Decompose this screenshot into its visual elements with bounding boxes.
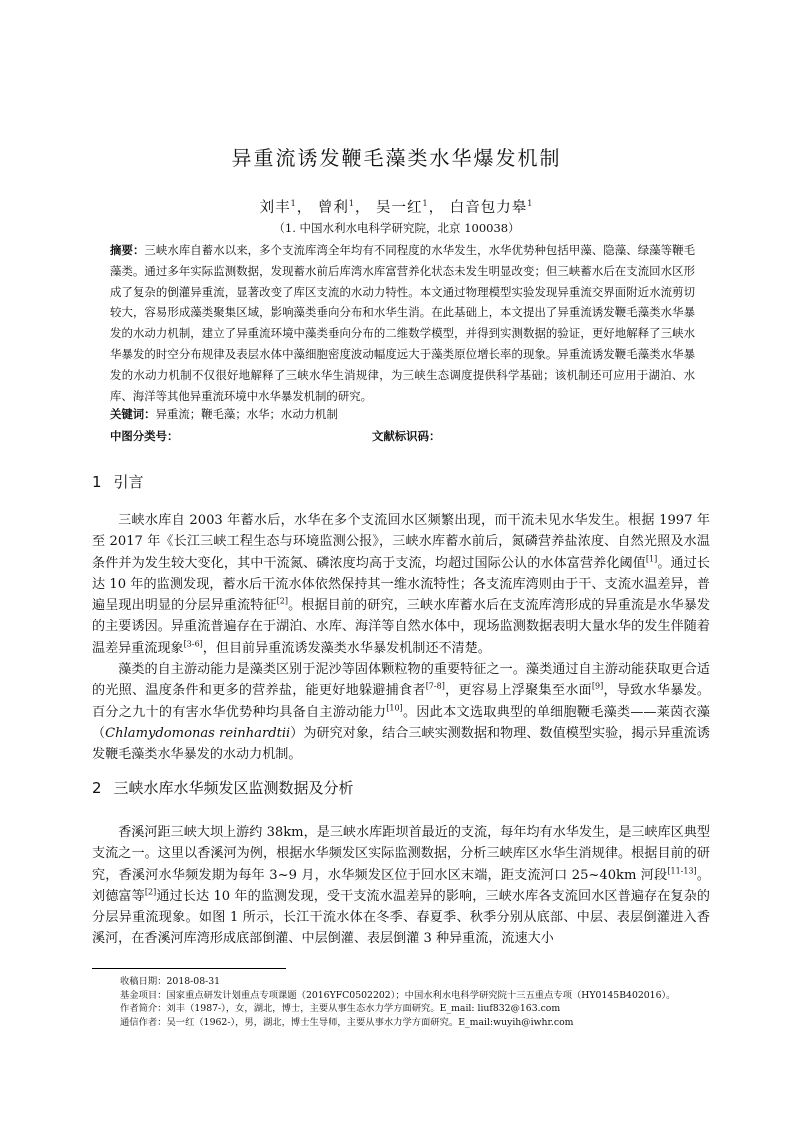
body-paragraph — [92, 659, 710, 765]
citation-ref: [10] — [386, 703, 403, 713]
footnote: 收稿日期：2018-08-31 — [120, 976, 221, 987]
author-separator: ， — [296, 200, 313, 216]
section-body — [92, 822, 710, 950]
body-text: 。通过长达 10 年的监测发现，蓄水后干流水体依然保持其一维水流特性；各支流库湾则由于干、支流水温差异，普遍呈现出明显的分层异重流特征 — [92, 555, 711, 614]
body-text: 藻类的自主游动能力是藻类区别于泥沙等固体颗粒物的重要特征之一。藻类通过自主游动能获取更合适的光照、温度条件和更多的营养盐，能更好地躲避捕食者 — [92, 662, 710, 699]
classification-row — [110, 428, 695, 444]
keywords-text: 异重流；鞭毛藻；水华；水动力机制 — [155, 407, 338, 421]
footnote-divider — [92, 968, 286, 969]
citation-ref: [3-6] — [183, 639, 203, 649]
footnotes — [120, 975, 720, 1029]
footnote: 通信作者：吴一红（1962-），男，湖北，博士生导师，主要从事水力学方面研究。E_mail:wuyih@iwhr.com — [120, 1016, 574, 1028]
author-name: 吴一红 — [376, 200, 423, 216]
section-title: 引言 — [113, 473, 144, 491]
citation-ref: [11-13] — [667, 866, 697, 876]
abstract — [110, 240, 695, 406]
section-heading — [92, 777, 354, 798]
body-text: ，导致水华暴发。百分之九十的有害水华优势种均具备自主游动能力 — [92, 683, 711, 720]
clc-label: 中图分类号： — [110, 429, 179, 443]
footnote: 基金项目：国家重点研发计划重点专项课题（2016YFC0502202）；中国水利水电科学研究院十三五重点专项（HY0145B402016）。 — [120, 989, 676, 1001]
keywords-label: 关键词： — [110, 407, 156, 421]
abstract-text: 三峡水库自蓄水以来，多个支流库湾全年均有不同程度的水华发生，水华优势种包括甲藻、隐藻、绿藻等鞭毛藻类。通过多年实际监测数据，发现蓄水前后库湾水库富营养化状态未发生明显改变；但三峡蓄水后在支流回水区形成了复杂的倒灌异重流，显著改变了库区支流的水动力特性。本文通过物理模型实验发现异重流交界面附近水流剪切较大，容易形成藻类聚集区域，影响藻类垂向分布和水华生消。在此基础上，本文提出了异重流诱发鞭毛藻类水华暴发的水动力机制，建立了异重流环境中藻类垂向分布的二维数学模型，并得到实测数据的验证，更好地解释了三峡水华暴发的时空分布规律及表层水体中藻细胞密度波动幅度远大于藻类原位增长率的现象。异重流诱发鞭毛藻类水华暴发的水动力机制不仅很好地解释了三峡水华生消规律，为三峡生态调度提供科学基础；该机制还可应用于湖泊、水库、海洋等其他异重流环境中水华暴发机制的研究。 — [110, 243, 695, 403]
author-separator: ， — [354, 200, 371, 216]
author-affiliation-mark: 1 — [290, 199, 297, 209]
author-affiliation-mark: 1 — [422, 199, 429, 209]
section-body — [92, 510, 710, 766]
body-text: 香溪河距三峡大坝上游约 38km，是三峡水库距坝首最近的支流，每年均有水华发生，是三峡库区典型支流之一。这里以香溪河为例，根据水华频发区实际监测数据，分析三峡库区水华生消规律。根据目前的研究，香溪河水华频发期为每年 3~9 月，水华频发区位于回水区末端，距支流河口 25~40km 河段 — [92, 825, 710, 883]
body-text: ）为研究对象，结合三峡实测数据和物理、数值模型实验，揭示异重流诱发鞭毛藻类水华暴发的水动力机制。 — [92, 725, 711, 763]
species-name: Chlamydomonas reinhardtii — [105, 725, 291, 741]
author-list — [0, 196, 793, 217]
author-name: 白音包力皋 — [449, 200, 528, 216]
body-text: 三峡水库自 2003 年蓄水后，水华在多个支流回水区频繁出现，而干流未见水华发生。根据 1997 年至 2017 年《长江三峡工程生态与环境监测公报》，三峡水库蓄水前后，氮磷营养盐浓度、自然光照及水温条件并为发生较大变化，其中干流氮、磷浓度均高于支流，均超过国际公认的水体富营养化阈值 — [92, 513, 710, 571]
body-text: ，但目前异重流诱发藻类水华暴发机制还不清楚。 — [202, 640, 491, 656]
body-text: 。根据目前的研究，三峡水库蓄水后在支流库湾形成的异重流是水华暴发的主要诱因。异重流普遍存在于湖泊、水库、海洋等自然水体中，现场监测数据表明大量水华的发生伴随着温差异重流现象 — [92, 598, 711, 656]
body-text: ，更容易上浮聚集至水面 — [444, 683, 592, 699]
author-name: 曾利 — [317, 200, 349, 216]
body-paragraph — [92, 822, 710, 950]
body-text: 通过长达 10 年的监测发现，受干支流水温差异的影响，三峡水库各支流回水区普遍存在复杂的分层异重流现象。如图 1 所示，长江干流水体在冬季、春夏季、秋季分别从底部、中层、表层倒灌进入香溪河，在香溪河库湾形成底部倒灌、中层倒灌、表层倒灌 3 种异重流，流速大小 — [92, 888, 711, 947]
abstract-label: 摘要： — [110, 243, 145, 257]
paper-title: 异重流诱发鞭毛藻类水华爆发机制 — [231, 146, 562, 170]
affiliation: （1. 中国水利水电科学研究院，北京 100038） — [273, 221, 520, 235]
section-number: 2 — [92, 779, 102, 797]
section-number: 1 — [92, 473, 102, 491]
keywords — [110, 406, 695, 422]
author-separator: ， — [428, 200, 445, 216]
author-name: 刘丰 — [259, 200, 291, 216]
citation-ref: [2] — [276, 596, 288, 606]
body-paragraph — [92, 510, 710, 659]
citation-ref: [1] — [645, 554, 658, 564]
body-text: 。刘德富等 — [92, 867, 710, 904]
author-affiliation-mark: 1 — [348, 199, 355, 209]
document-code-label: 文献标识码： — [372, 429, 441, 443]
citation-ref: [2] — [144, 887, 157, 897]
section-heading — [92, 471, 144, 492]
citation-ref: [9] — [591, 682, 604, 692]
section-title: 三峡水库水华频发区监测数据及分析 — [113, 779, 354, 797]
footnote: 作者简介：刘丰（1987-），女，湖北，博士，主要从事生态水力学方面研究。E_mail: liuf832@163.com — [120, 1003, 561, 1015]
author-affiliation-mark: 1 — [527, 199, 534, 209]
body-text: 。因此本文选取典型的单细胞鞭毛藻类——莱茵衣藻（ — [92, 704, 711, 741]
citation-ref: [7-8] — [425, 682, 445, 692]
